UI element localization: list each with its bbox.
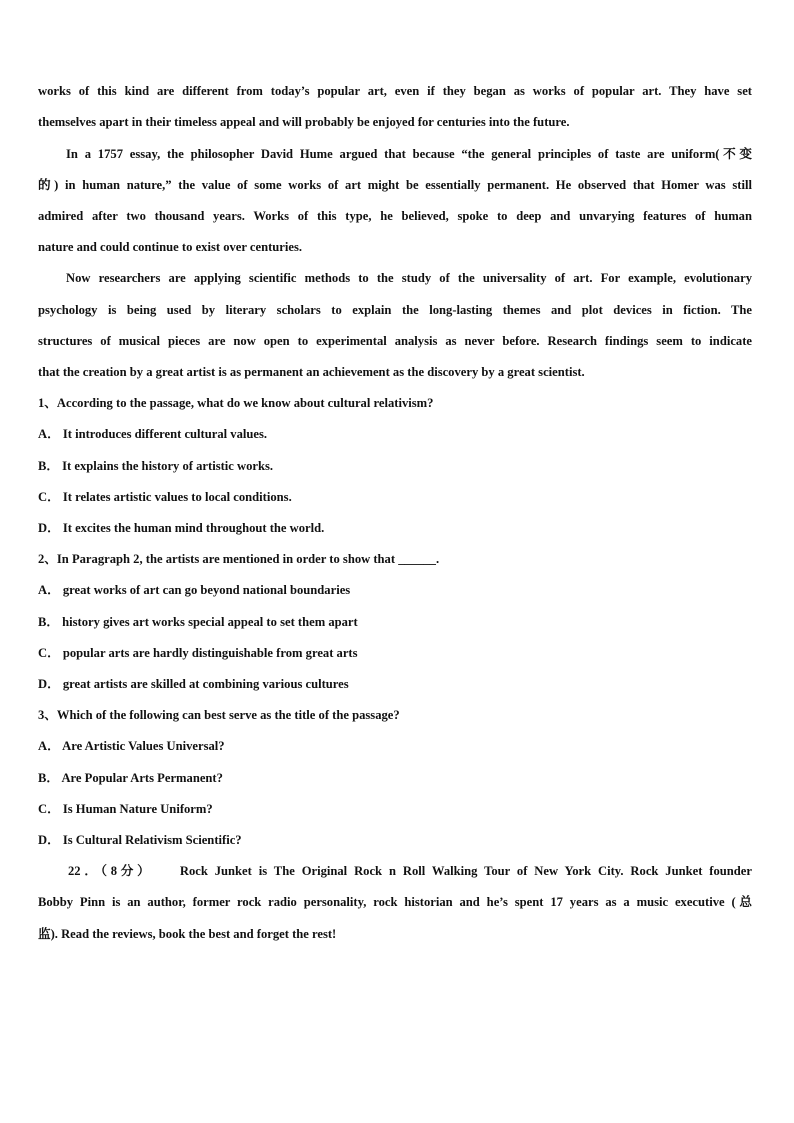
- question-3-option-c: C． Is Human Nature Uniform?: [38, 802, 213, 816]
- question-2-option-a: A． great works of art can go beyond national boundaries: [38, 583, 351, 597]
- question-2-option-d: D． great artists are skilled at combining various cultures: [38, 677, 349, 691]
- section-22-line-2: Bobby Pinn is an author, former rock radio personality, rock historian and he’s spent 17 years as a music executive (总: [38, 895, 752, 909]
- question-1-option-b: B． It explains the history of artistic works.: [38, 459, 274, 473]
- question-1-option-d: D． It excites the human mind throughout the world.: [38, 521, 325, 535]
- paragraph-1-line-2: themselves apart in their timeless appeal and will probably be enjoyed for centuries into the future.: [38, 115, 570, 129]
- question-2-option-b: B． history gives art works special appeal to set them apart: [38, 615, 358, 629]
- question-2-stem: 2、In Paragraph 2, the artists are mentioned in order to show that ______.: [38, 552, 440, 566]
- paragraph-2-line-4: nature and could continue to exist over centuries.: [38, 240, 302, 254]
- paragraph-2-line-3: admired after two thousand years. Works of this type, he believed, spoke to deep and unvarying features of human: [38, 209, 752, 223]
- paragraph-3-line-2: psychology is being used by literary scholars to explain the long-lasting themes and plot devices in fiction. The: [38, 303, 752, 317]
- paragraph-1-line-1: works of this kind are different from today’s popular art, even if they began as works of popular art. They have set: [38, 84, 752, 98]
- paragraph-2-line-1: In a 1757 essay, the philosopher David Hume argued that because “the general principles of taste are uniform(不变: [66, 147, 752, 161]
- paragraph-3-line-4: that the creation by a great artist is as permanent an achievement as the discovery by a great scientist.: [38, 365, 585, 379]
- question-1-option-c: C． It relates artistic values to local conditions.: [38, 490, 292, 504]
- paragraph-3-line-3: structures of musical pieces are now open to experimental analysis as never before. Research findings seem to indicate: [38, 334, 752, 348]
- question-1-option-a: A． It introduces different cultural values.: [38, 427, 268, 441]
- paragraph-3-line-1: Now researchers are applying scientific methods to the study of the universality of art. For example, evolutionary: [66, 271, 752, 285]
- question-2-option-c: C． popular arts are hardly distinguishable from great arts: [38, 646, 358, 660]
- paragraph-2-line-2: 的) in human nature,” the value of some works of art might be essentially permanent. He observed that Homer was still: [38, 178, 752, 192]
- question-3-option-a: A． Are Artistic Values Universal?: [38, 739, 225, 753]
- question-3-stem: 3、Which of the following can best serve as the title of the passage?: [38, 708, 400, 722]
- section-22-line-1: 22．（8分） Rock Junket is The Original Rock n Roll Walking Tour of New York City. Rock Junket founder: [68, 864, 752, 878]
- section-22-line-3: 监). Read the reviews, book the best and forget the rest!: [38, 927, 337, 941]
- question-1-stem: 1、According to the passage, what do we know about cultural relativism?: [38, 396, 434, 410]
- question-3-option-d: D． Is Cultural Relativism Scientific?: [38, 833, 242, 847]
- question-3-option-b: B． Are Popular Arts Permanent?: [38, 771, 223, 785]
